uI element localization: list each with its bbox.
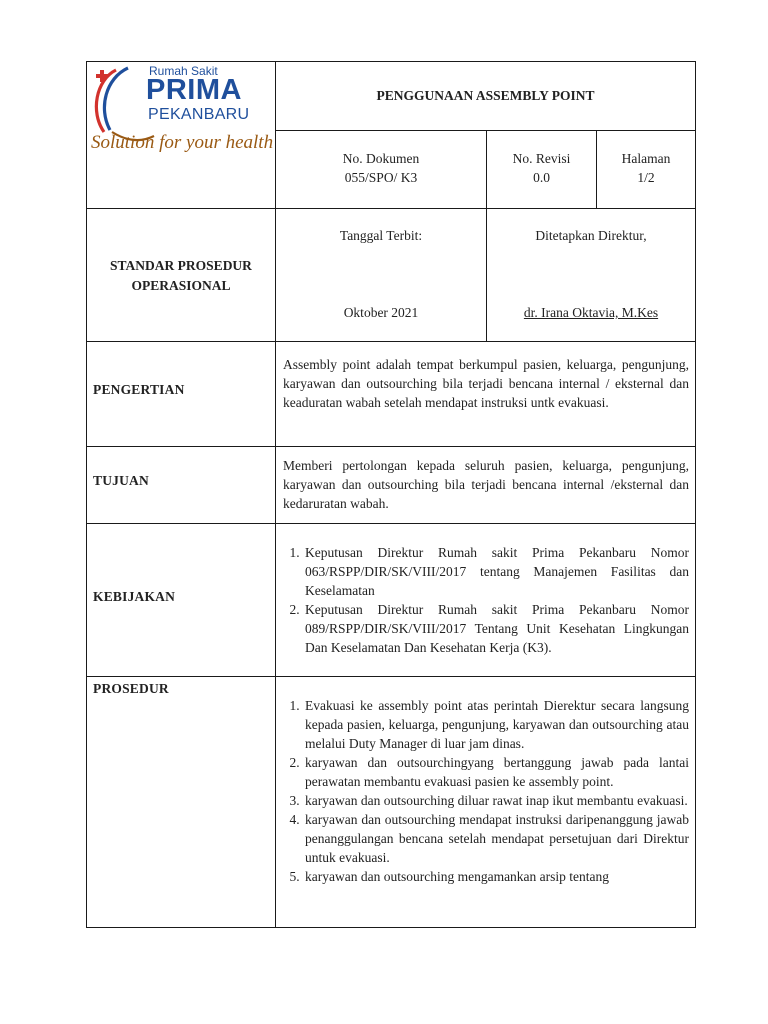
logo-top-text: Rumah Sakit <box>149 64 218 78</box>
revision-cell <box>487 149 596 187</box>
doc-number-label: No. Dokumen <box>342 151 420 166</box>
page-label: Halaman <box>621 151 671 166</box>
logo-city: PEKANBARU <box>148 106 250 123</box>
prosedur-label: PROSEDUR <box>93 681 169 696</box>
border-left <box>86 61 87 928</box>
border-label-column <box>275 61 276 928</box>
tujuan-text: Memberi pertolongan kepada seluruh pasien, keluarga, pengunjung, karyawan dan outsourching bila terjadi bencana internal /eksternal dan kedaruratan wabah. <box>283 458 689 511</box>
tujuan-label: TUJUAN <box>93 473 149 488</box>
hospital-logo <box>88 62 274 207</box>
issue-date-value: Oktober 2021 <box>343 305 419 320</box>
spo-title <box>87 256 275 296</box>
approved-by-name: dr. Irana Oktavia, M.Kes <box>523 305 659 320</box>
revision-value: 0.0 <box>533 170 550 185</box>
border-header-bottom <box>86 341 696 342</box>
kebijakan-list <box>283 543 689 657</box>
logo-tagline: Solution for your health <box>91 132 274 153</box>
prosedur-item: 5. karyawan dan outsourching mengamankan arsip tentang <box>303 867 689 886</box>
doc-number-cell <box>276 149 486 187</box>
prosedur-item: 2. karyawan dan outsourchingyang bertanggung jawab pada lantai perawatan membantu evakuasi pasien ke assembly point. <box>303 753 689 791</box>
kebijakan-item: 1. Keputusan Direktur Rumah sakit Prima Pekanbaru Nomor 063/RSPP/DIR/SK/VIII/2017 tentang Manajemen Fasilitas dan Keselamatan <box>303 543 689 600</box>
kebijakan-label: KEBIJAKAN <box>93 589 176 604</box>
border-right <box>695 61 696 928</box>
prosedur-item: 1. Evakuasi ke assembly point atas perintah Dierektur secara langsung kepada pasien, keluarga, pengunjung, karyawan dan outsourching atau melalui Duty Manager di luar jam dinas. <box>303 696 689 753</box>
issue-date-label: Tanggal Terbit: <box>339 228 423 243</box>
revision-label: No. Revisi <box>512 151 571 166</box>
logo-brand: PRIMA <box>146 74 242 106</box>
kebijakan-item: 2. Keputusan Direktur Rumah sakit Prima Pekanbaru Nomor 089/RSPP/DIR/SK/VIII/2017 Tentang Unit Kesehatan Lingkungan Dan Keselamatan Dan Kesehatan Kerja (K3). <box>303 600 689 657</box>
page-cell <box>597 149 695 187</box>
prosedur-item: 3. karyawan dan outsourching diluar rawat inap ikut membantu evakuasi. <box>303 791 689 810</box>
pengertian-text: Assembly point adalah tempat berkumpul pasien, keluarga, pengunjung, karyawan dan outsourching bila terjadi bencana internal / eksternal dan keaduratan wabah setelah mendapat instruksi untk evakuasi. <box>283 357 689 410</box>
spo-line-2: OPERASIONAL <box>131 278 231 293</box>
border-header-mid <box>86 208 696 209</box>
doc-number-value: 055/SPO/ K3 <box>344 170 418 185</box>
prosedur-item: 4. karyawan dan outsourching mendapat instruksi daripenanggung jawab penanggulangan bencana setelah mendapat persetujuan dari Direktur untuk evakuasi. <box>303 810 689 867</box>
border-tujuan-bottom <box>86 523 696 524</box>
pengertian-label: PENGERTIAN <box>93 382 185 397</box>
prosedur-list <box>283 696 689 926</box>
border-pengertian-bottom <box>86 446 696 447</box>
page-value: 1/2 <box>637 170 655 185</box>
spo-line-1: STANDAR PROSEDUR <box>110 258 252 273</box>
document-title: PENGGUNAAN ASSEMBLY POINT <box>376 88 595 103</box>
border-bottom <box>86 927 696 928</box>
border-kebijakan-bottom <box>86 676 696 677</box>
approved-by-label: Ditetapkan Direktur, <box>535 228 647 243</box>
